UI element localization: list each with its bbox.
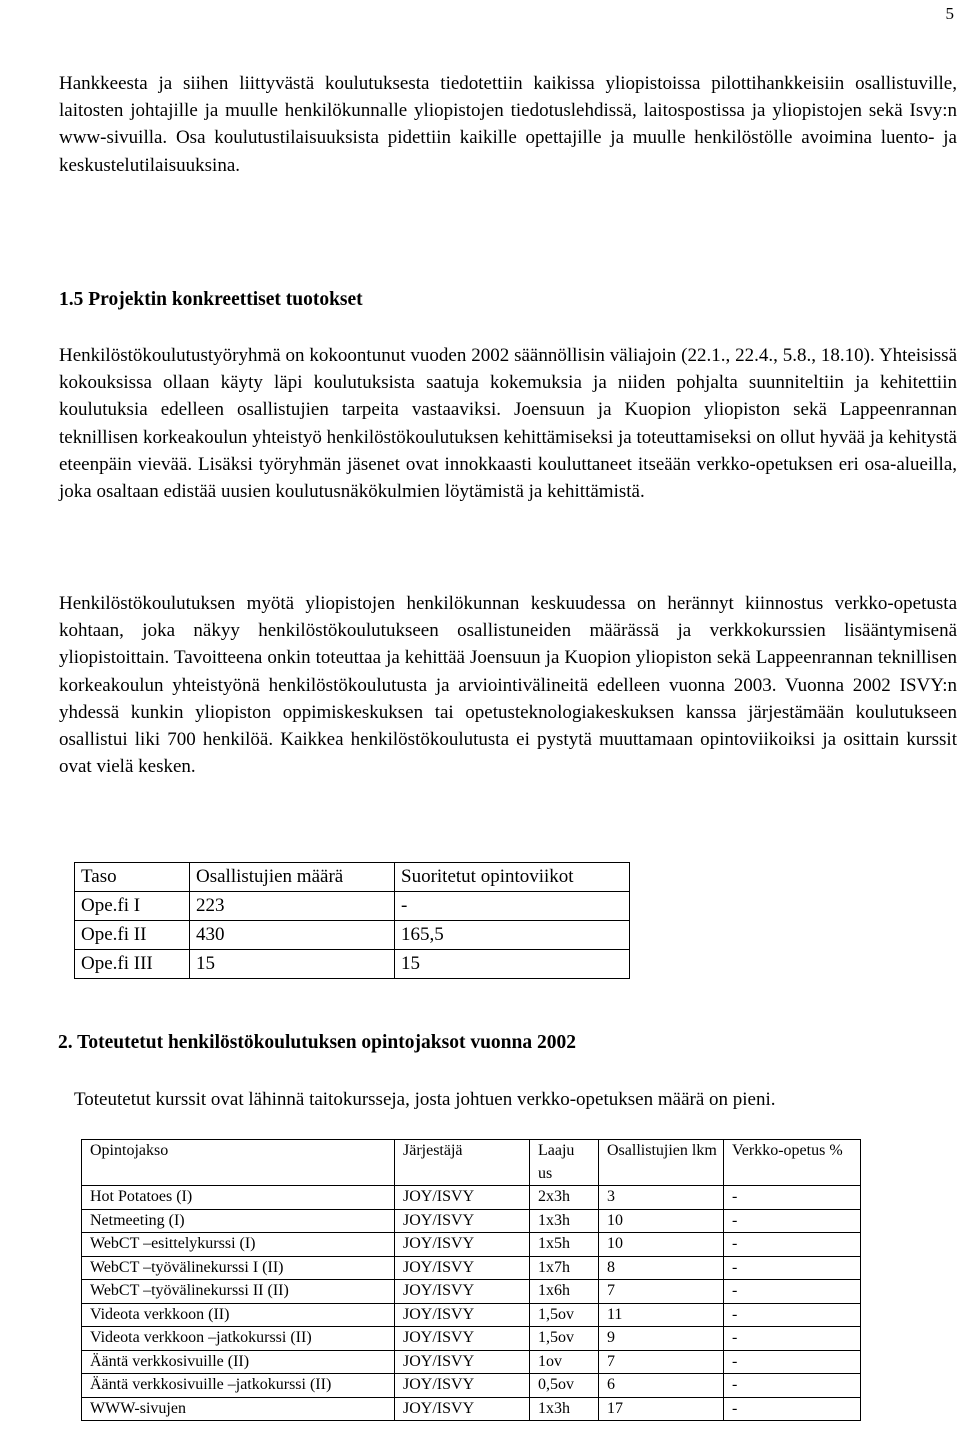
table-cell: - — [724, 1186, 861, 1210]
table-cell: 430 — [190, 921, 395, 950]
table-cell: - — [724, 1374, 861, 1398]
table-cell: 1x5h — [530, 1233, 599, 1257]
table-cell: JOY/ISVY — [395, 1280, 530, 1304]
table-cell: 11 — [599, 1303, 724, 1327]
header-cell-course: Opintojakso — [82, 1140, 395, 1186]
table-cell: Hot Potatoes (I) — [82, 1186, 395, 1210]
header-cell-online-percent: Verkko-opetus % — [724, 1140, 861, 1186]
table-cell: Ääntä verkkosivuille (II) — [82, 1350, 395, 1374]
table-cell: Ope.fi I — [75, 892, 190, 921]
table-cell: JOY/ISVY — [395, 1186, 530, 1210]
table-cell: 165,5 — [395, 921, 630, 950]
table-cell: - — [724, 1303, 861, 1327]
header-cell-participants: Osallistujien määrä — [190, 863, 395, 892]
table-row — [82, 1397, 861, 1421]
table-cell: - — [724, 1327, 861, 1351]
table-cell: JOY/ISVY — [395, 1327, 530, 1351]
table-row — [82, 1280, 861, 1304]
table-cell: 15 — [190, 950, 395, 979]
table-cell: Netmeeting (I) — [82, 1209, 395, 1233]
table-cell: 1,5ov — [530, 1327, 599, 1351]
table-cell: WebCT –esittelykurssi (I) — [82, 1233, 395, 1257]
header-cell-organizer: Järjestäjä — [395, 1140, 530, 1186]
table-cell: WebCT –työvälinekurssi I (II) — [82, 1256, 395, 1280]
table-row — [82, 1303, 861, 1327]
table-cell: 1x3h — [530, 1209, 599, 1233]
paragraph-dissemination: Hankkeesta ja siihen liittyvästä koulutuksesta tiedotettiin kaikissa yliopistoissa pilottihankkeisiin osallistuville, laitosten johtajille ja muulle henkilökunnalle yliopistojen tiedotuslehdissä, laitospostissa ja yliopistojen sekä Isvy:n www-sivuilla. Osa koulutustilaisuuksista pidettiin kaikille opettajille ja muulle henkilöstölle avoimina luento- ja keskustelutilaisuuksina. — [59, 73, 957, 176]
courses-table-body — [82, 1186, 861, 1421]
table-cell: - — [724, 1397, 861, 1421]
table-cell: 3 — [599, 1186, 724, 1210]
table-cell: 1,5ov — [530, 1303, 599, 1327]
table-cell: - — [724, 1233, 861, 1257]
table-header-row — [75, 863, 630, 892]
table-cell: 1x3h — [530, 1397, 599, 1421]
table-cell: 1x7h — [530, 1256, 599, 1280]
table-header-row — [82, 1140, 861, 1186]
table-cell: 1x6h — [530, 1280, 599, 1304]
table-cell: Ääntä verkkosivuille –jatkokurssi (II) — [82, 1374, 395, 1398]
table-cell: JOY/ISVY — [395, 1374, 530, 1398]
table-row — [82, 1233, 861, 1257]
table-cell: WebCT –työvälinekurssi II (II) — [82, 1280, 395, 1304]
participants-table — [74, 862, 630, 979]
table-row — [75, 950, 630, 979]
table-cell: Ope.fi II — [75, 921, 190, 950]
table-row — [82, 1209, 861, 1233]
table-cell: 15 — [395, 950, 630, 979]
table-cell: - — [395, 892, 630, 921]
table-cell: 2x3h — [530, 1186, 599, 1210]
table-cell: - — [724, 1256, 861, 1280]
section-heading-1-5: 1.5 Projektin konkreettiset tuotokset — [59, 289, 363, 310]
paragraph-interest: Henkilöstökoulutuksen myötä yliopistojen henkilökunnan keskuudessa on herännyt kiinnostus verkko-opetusta kohtaan, joka näkyy henkilöstökoulutukseen osallistuneiden määrässä ja verkkokurssien lisääntymisenä yliopistoittain. Tavoitteena onkin toteuttaa ja kehittää Joensuun ja Kuopion yliopiston sekä Lappeenrannan teknillisen korkeakoulun yhteistyönä henkilöstökoulutusta ja arviointivälineitä edelleen vuonna 2003. Vuonna 2002 ISVY:n yhdessä kunkin yliopiston oppimiskeskuksen tai opetusteknologiakeskuksen kanssa järjestämään koulutukseen osallistui liki 700 henkilöä. Kaikkea henkilöstökoulutusta ei pystytä muuttamaan opintoviikoiksi ja osittain kurssit ovat vielä kesken. — [59, 593, 957, 778]
paragraph-working-group: Henkilöstökoulutustyöryhmä on kokoontunut vuoden 2002 säännöllisin väliajoin (22.1., 22.4., 5.8., 18.10). Yhteisissä kokouksissa ollaan käyty läpi koulutuksista saatuja kokemuksia ja niiden pohjalta suunniteltiin ja kehitettiin koulutuksia edelleen osallistujien tarpeita vastaaviksi. Joensuun ja Kuopion yliopiston sekä Lappeenrannan teknillisen korkeakoulun yhteistyö henkilöstökoulutuksen kehittämiseksi ja toteuttamiseksi on ollut hyvää ja kehitystä eteenpäin vievää. Lisäksi työryhmän jäsenet ovat innokkaasti kouluttaneet itseään verkko-opetuksen eri osa-alueilla, joka osaltaan edistää uusien koulutusnäkökulmien löytämistä ja kehittämistä. — [59, 345, 957, 503]
table-cell: 1ov — [530, 1350, 599, 1374]
table-cell: 223 — [190, 892, 395, 921]
table-cell: 7 — [599, 1280, 724, 1304]
header-cell-extent: Laaju us — [530, 1140, 599, 1186]
table-cell: - — [724, 1209, 861, 1233]
table-cell: JOY/ISVY — [395, 1256, 530, 1280]
table-cell: - — [724, 1280, 861, 1304]
courses-table — [81, 1139, 861, 1421]
table-row — [82, 1374, 861, 1398]
table-row — [82, 1186, 861, 1210]
table-cell: 10 — [599, 1209, 724, 1233]
table-cell: 7 — [599, 1350, 724, 1374]
table-cell: Videota verkkoon –jatkokurssi (II) — [82, 1327, 395, 1351]
section-2-intro: Toteutetut kurssit ovat lähinnä taitokursseja, josta johtuen verkko-opetuksen määrä on pieni. — [74, 1089, 776, 1110]
table-cell: 0,5ov — [530, 1374, 599, 1398]
header-cell-credits: Suoritetut opintoviikot — [395, 863, 630, 892]
table-cell: JOY/ISVY — [395, 1233, 530, 1257]
table-cell: JOY/ISVY — [395, 1350, 530, 1374]
table-cell: 9 — [599, 1327, 724, 1351]
table-row — [82, 1327, 861, 1351]
table-cell: Ope.fi III — [75, 950, 190, 979]
participants-table-body — [75, 892, 630, 979]
table-cell: Videota verkkoon (II) — [82, 1303, 395, 1327]
table-cell: JOY/ISVY — [395, 1303, 530, 1327]
section-heading-2: 2. Toteutetut henkilöstökoulutuksen opintojaksot vuonna 2002 — [58, 1032, 576, 1053]
table-cell: WWW-sivujen — [82, 1397, 395, 1421]
header-cell-taso: Taso — [75, 863, 190, 892]
table-row — [75, 892, 630, 921]
table-cell: - — [724, 1350, 861, 1374]
table-cell: 17 — [599, 1397, 724, 1421]
table-cell: 6 — [599, 1374, 724, 1398]
table-cell: 10 — [599, 1233, 724, 1257]
table-cell: 8 — [599, 1256, 724, 1280]
table-cell: JOY/ISVY — [395, 1397, 530, 1421]
header-cell-participant-count: Osallistujien lkm — [599, 1140, 724, 1186]
page-number: 5 — [945, 4, 954, 23]
table-row — [82, 1350, 861, 1374]
table-row — [82, 1256, 861, 1280]
table-cell: JOY/ISVY — [395, 1209, 530, 1233]
table-row — [75, 921, 630, 950]
